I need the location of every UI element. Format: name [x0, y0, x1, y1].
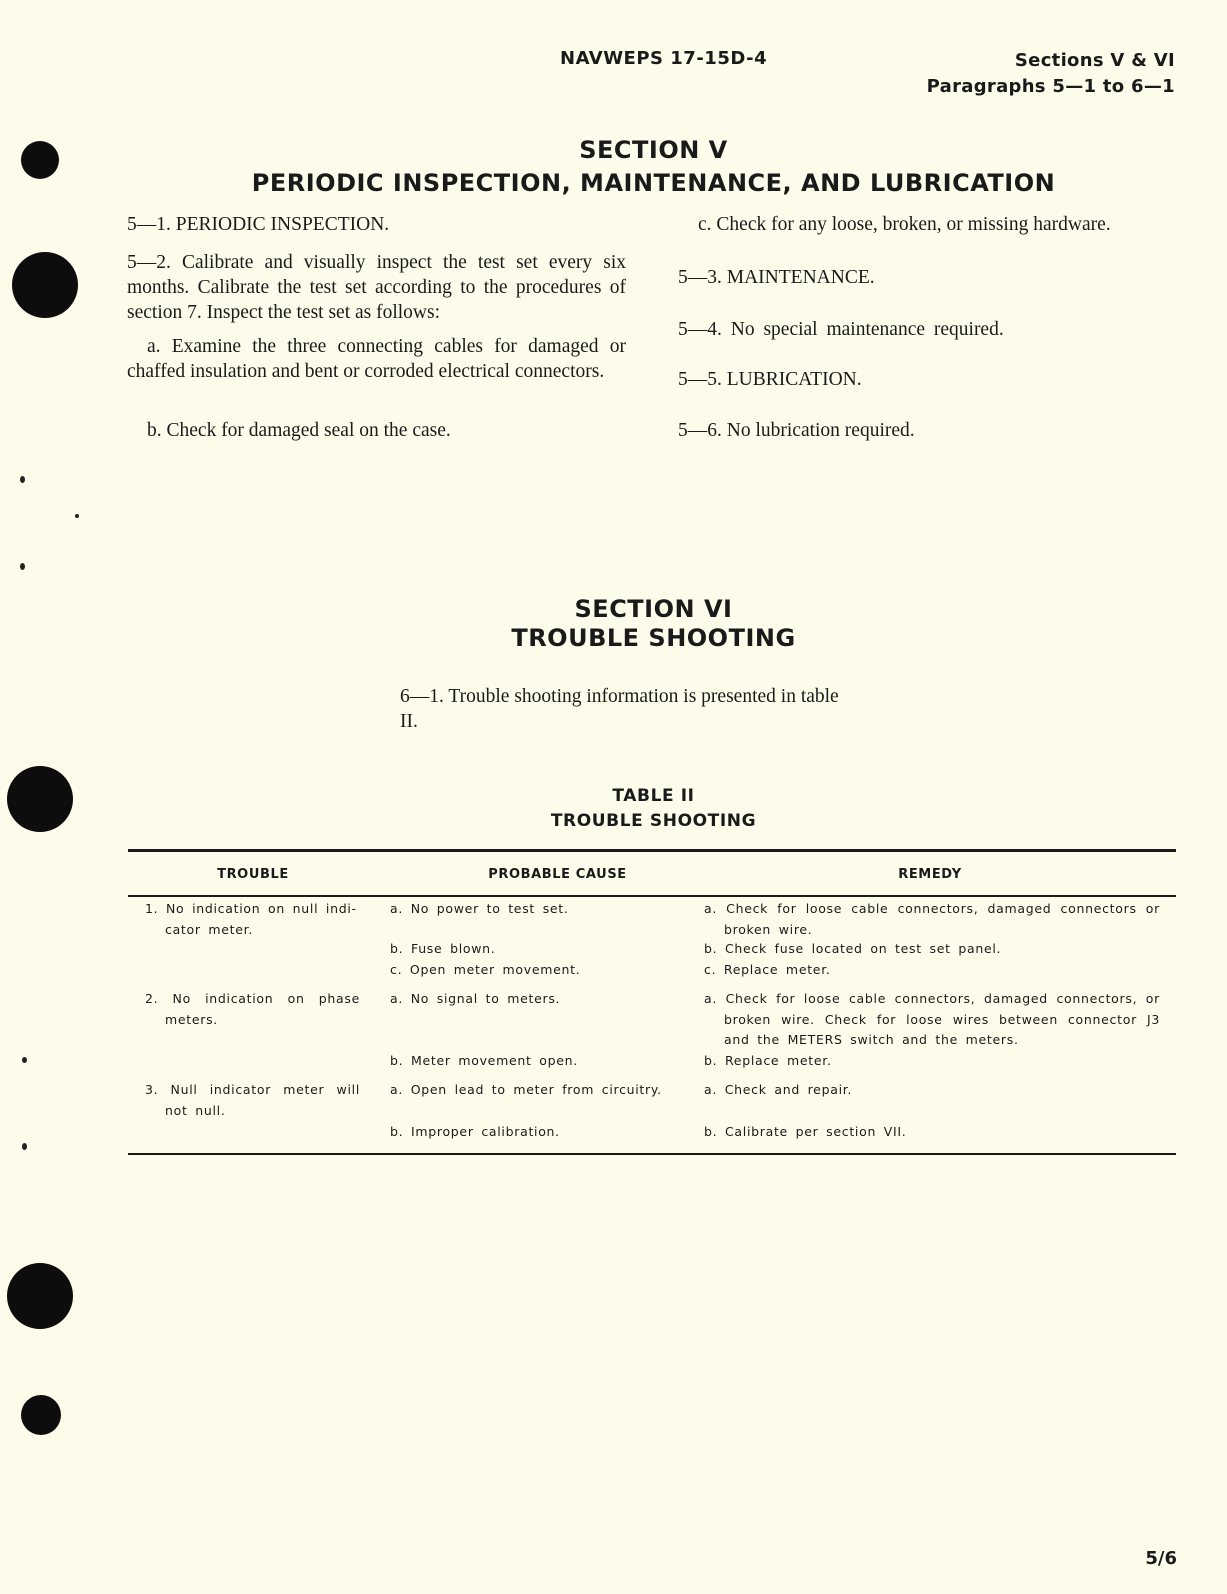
remedy-cell: a. Check and repair. [704, 1082, 853, 1097]
sections-label: Sections V & VI [1014, 50, 1175, 71]
scan-speck [22, 1143, 27, 1150]
cause-cell: a. No signal to meters. [390, 991, 561, 1006]
remedy-cell: b. Calibrate per section VII. [704, 1124, 907, 1139]
trouble-cell [145, 1080, 360, 1121]
remedy-cell: b. Replace meter. [704, 1053, 832, 1068]
scan-speck [22, 1057, 27, 1063]
cause-cell: a. Open lead to meter from circuitry. [390, 1082, 662, 1097]
paragraph-6-1-line-1: 6—1. Trouble shooting information is presented in table [400, 686, 839, 707]
binder-hole-2 [12, 252, 78, 318]
column-header-remedy: REMEDY [898, 867, 962, 882]
column-header-trouble: TROUBLE [217, 867, 289, 882]
paragraph-5-5-heading: 5—5. LUBRICATION. [678, 369, 862, 390]
table-bottom-rule [128, 1153, 1176, 1155]
cause-cell: b. Fuse blown. [390, 941, 496, 956]
trouble-line: 3. Null indicator meter will [145, 1082, 360, 1097]
remedy-cell: b. Check fuse located on test set panel. [704, 941, 1002, 956]
section-5-number: SECTION V [579, 136, 728, 164]
table-label: TABLE II [612, 786, 695, 806]
inspection-item-b: b. Check for damaged seal on the case. [147, 420, 451, 441]
cause-cell: b. Improper calibration. [390, 1124, 560, 1139]
binder-hole-4 [7, 1263, 73, 1329]
trouble-line: not null. [165, 1102, 226, 1118]
running-header [927, 48, 1175, 100]
section-6-title: TROUBLE SHOOTING [511, 624, 796, 652]
trouble-line: cator meter. [165, 921, 254, 937]
cause-cell: c. Open meter movement. [390, 962, 581, 977]
trouble-line: 2. No indication on phase [145, 991, 360, 1006]
paragraph-5-3-heading: 5—3. MAINTENANCE. [678, 267, 875, 288]
trouble-cell [145, 899, 360, 940]
trouble-line: meters. [165, 1011, 218, 1027]
inspection-item-c: c. Check for any loose, broken, or missing hardware. [698, 214, 1111, 235]
paragraph-6-1 [400, 684, 920, 734]
table-title: TROUBLE SHOOTING [550, 811, 757, 831]
scan-speck [20, 476, 25, 483]
paragraphs-label: Paragraphs 5—1 to 6—1 [926, 76, 1175, 97]
table-header-rule [128, 895, 1176, 897]
paragraph-5-4: 5—4. No special maintenance required. [678, 319, 1004, 340]
remedy-cell: a. Check for loose cable connectors, damaged connectors, or broken wire. Check for loose wires between connector J3 and the METERS switch and the meters. [704, 991, 1160, 1047]
scan-speck [75, 514, 79, 518]
scan-speck [20, 563, 25, 570]
paragraph-5-2: 5—2. Calibrate and visually inspect the test set every six months. Calibrate the test set according to the procedures of section 7. Inspect the test set as follows: [127, 252, 626, 323]
remedy-cell: a. Check for loose cable connectors, damaged connectors or broken wire. [704, 901, 1160, 937]
trouble-line: 1. No indication on null indi- [145, 901, 357, 916]
paragraph-5-6: 5—6. No lubrication required. [678, 420, 915, 441]
cause-cell: b. Meter movement open. [390, 1053, 578, 1068]
inspection-item-a: a. Examine the three connecting cables for damaged or chaffed insulation and bent or corroded electrical connectors. [127, 336, 626, 382]
section-6-number: SECTION VI [574, 595, 733, 623]
paragraph-6-1-line-2: II. [400, 711, 418, 732]
document-id: NAVWEPS 17-15D-4 [560, 48, 768, 69]
cause-cell: a. No power to test set. [390, 901, 569, 916]
page-number: 5/6 [1145, 1548, 1177, 1569]
section-5-title: PERIODIC INSPECTION, MAINTENANCE, AND LUBRICATION [251, 169, 1056, 197]
binder-hole-5 [21, 1395, 61, 1435]
remedy-cell: c. Replace meter. [704, 962, 831, 977]
table-top-rule [128, 849, 1176, 852]
trouble-cell [145, 989, 360, 1030]
paragraph-5-1-heading: 5—1. PERIODIC INSPECTION. [127, 214, 390, 235]
column-header-probable-cause: PROBABLE CAUSE [488, 867, 627, 882]
